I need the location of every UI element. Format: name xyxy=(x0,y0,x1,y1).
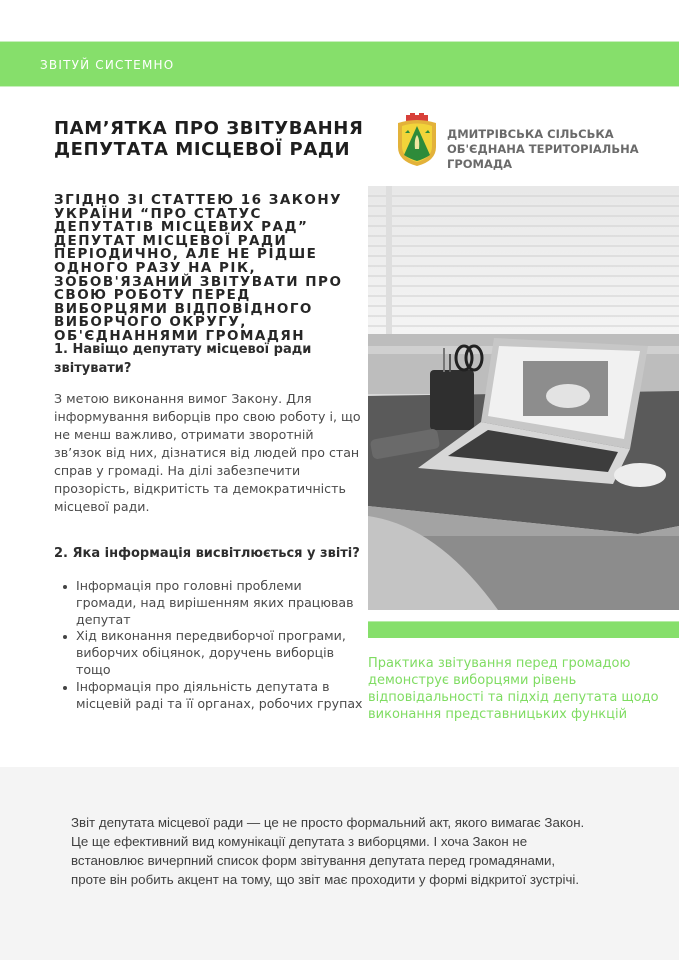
top-banner xyxy=(0,41,679,87)
question-2-heading: 2. Яка інформація висвітлюється у звіті? xyxy=(54,546,360,561)
question-1-answer: З метою виконання вимог Закону. Для інформування виборців про свою роботу і, що не менш важливо, отримати зворотній зв’язок від них, дізнатися від людей про стан справ у громаді. На ділі забезпечити прозорість, відкритість та демократичність місцевої ради. xyxy=(54,391,361,514)
info-list xyxy=(54,578,364,712)
photo-illustration xyxy=(368,186,679,610)
coat-of-arms-icon xyxy=(396,113,438,167)
list-item: Інформація про діяльність депутата в місцевій раді та її органах, робочих групах xyxy=(54,679,364,713)
intro-statement: ЗГІДНО ЗІ СТАТТЕЮ 16 ЗАКОНУ УКРАЇНИ “ПРО СТАТУС ДЕПУТАТІВ МІСЦЕВИХ РАД” ДЕПУТАТ МІСЦЕВОЇ РАДИ ПЕРІОДИЧНО, АЛЕ НЕ РІДШЕ ОДНОГО РАЗУ НА РІК, ЗОБОВ'ЯЗАНИЙ ЗВІТУВАТИ ПРО СВОЮ РОБОТУ ПЕРЕД ВИБОРЦЯМИ ВІДПОВІДНОГО ВИБОРЧОГО ОКРУГУ, ОБ'ЄДНАННЯМИ ГРОМАДЯН xyxy=(54,192,343,344)
footer-text: Звіт депутата місцевої ради — це не просто формальний акт, якого вимагає Закон. Це ще ефективний вид комунікації депутата з виборцями. І хоча Закон не встановлює вичерпний список форм звітування депутата перед громадянами, проте він робить акцент на тому, що звіт має проходити у формі відкритої зустрічі. xyxy=(71,815,585,887)
question-1-heading: 1. Навіщо депутату місцевої ради звітувати? xyxy=(54,342,312,376)
page-title: ПАМ’ЯТКА ПРО ЗВІТУВАННЯ ДЕПУТАТА МІСЦЕВОЇ РАДИ xyxy=(54,118,364,160)
laptop-desk-photo xyxy=(368,186,679,610)
list-item: Хід виконання передвиборчої програми, виборчих обіцянок, доручень виборців тощо xyxy=(54,628,364,678)
list-item: Інформація про головні проблеми громади, над вирішенням яких працював депутат xyxy=(54,578,364,628)
organization-name: ДМИТРІВСЬКА СІЛЬСЬКА ОБ'ЄДНАНА ТЕРИТОРІАЛЬНА ГРОМАДА xyxy=(447,127,639,171)
banner-label: ЗВІТУЙ СИСТЕМНО xyxy=(40,58,175,72)
highlight-quote: Практика звітування перед громадою демонструє виборцями рівень відповідальності та підхід депутата щодо виконання представницьких функцій xyxy=(368,656,659,722)
accent-bar xyxy=(368,621,679,638)
